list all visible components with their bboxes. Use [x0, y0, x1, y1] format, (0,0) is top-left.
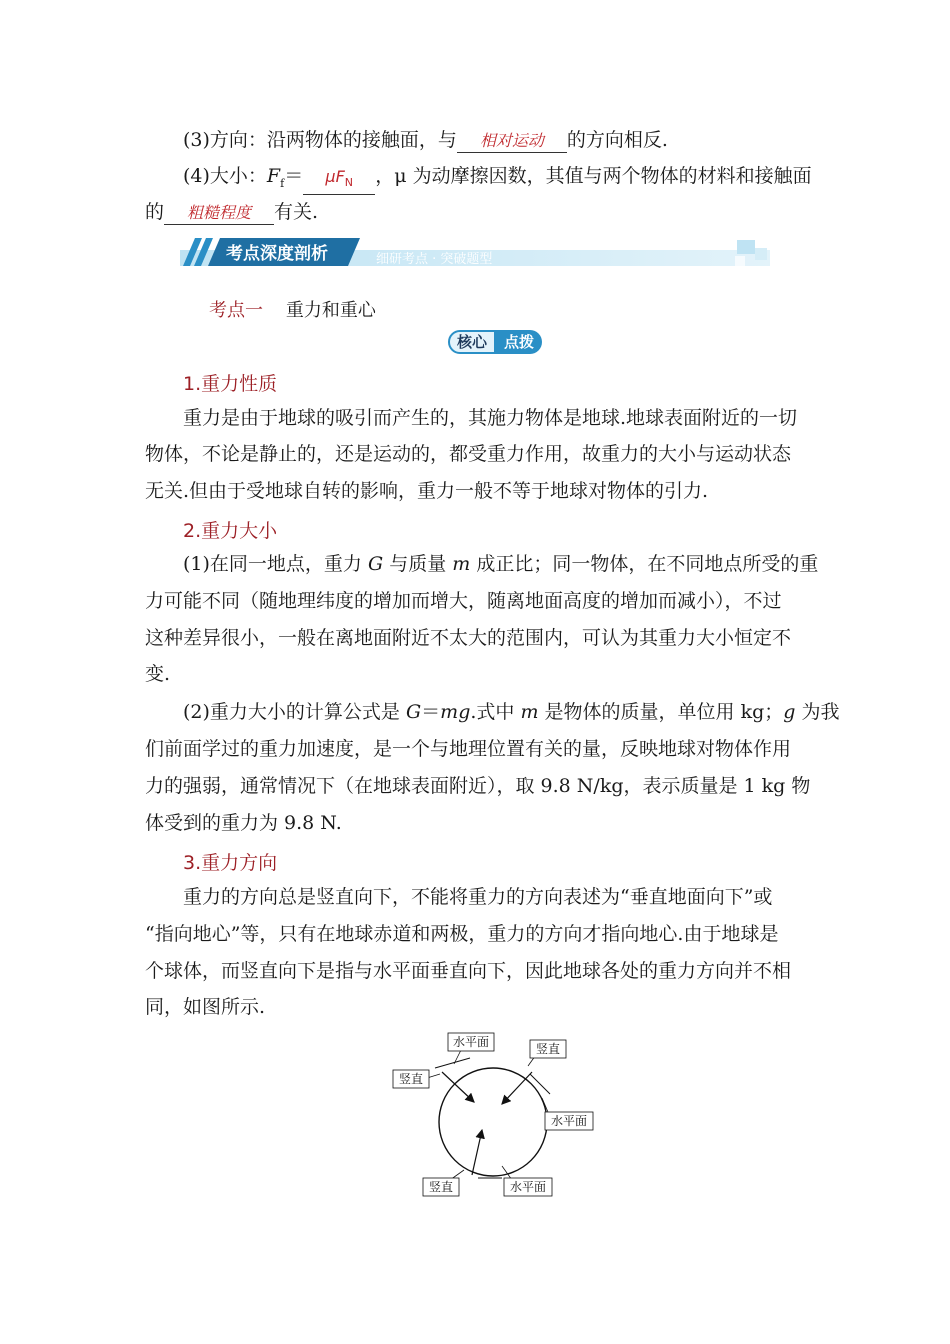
section-2-line: 力可能不同（随地理纬度的增加而增大，随离地面高度的增加而减小），不过 [145, 590, 782, 612]
topic-name: 重力和重心 [285, 300, 376, 321]
symbol-m: m [520, 701, 539, 723]
section-3-line: 重力的方向总是竖直向下，不能将重力的方向表述为“垂直地面向下”或 [183, 886, 773, 908]
section-2-line: 们前面学过的重力加速度，是一个与地理位置有关的量，反映地球对物体作用 [145, 738, 792, 760]
core-badge-right: 点拨 [496, 330, 542, 354]
normal-force-symbol: F [335, 167, 345, 186]
section-banner [180, 236, 770, 270]
section-1-line: 无关.但由于受地球自转的影响，重力一般不等于地球对物体的引力. [145, 480, 709, 502]
section-3-title: 3.重力方向 [183, 852, 278, 874]
text-run: .式中 [470, 701, 521, 723]
vertical-arrow-right [502, 1072, 532, 1104]
formula-g: G [405, 701, 422, 723]
section-2-line: 力的强弱，通常情况下（在地球表面附近），取 9.8 N/kg，表示质量是 1 kg 物 [145, 775, 811, 797]
gravity-direction-diagram [390, 1030, 600, 1200]
vertical-arrow-left [442, 1072, 474, 1102]
label-horizontal-bottom: 水平面 [509, 1180, 547, 1194]
label-horizontal-top: 水平面 [452, 1035, 490, 1049]
answer-blank-roughness: 粗糙程度 [164, 202, 274, 225]
label-horizontal-right: 水平面 [550, 1114, 588, 1128]
section-3-line: “指向地心”等，只有在地球赤道和两极，重力的方向才指向地心.由于地球是 [145, 923, 779, 945]
section-2-line: 变. [145, 663, 171, 685]
roughness-tail: 有关. [274, 201, 319, 223]
magnitude-text: (4)大小： [183, 165, 267, 187]
direction-tail: 的方向相反. [566, 129, 668, 151]
text-run: (2)重力大小的计算公式是 [183, 701, 406, 723]
magnitude-line [183, 164, 812, 196]
section-2-para-2 [183, 700, 839, 724]
label-vertical-right: 竖直 [535, 1042, 561, 1056]
equals-sign: ＝ [284, 165, 304, 187]
core-points-badge [448, 330, 542, 354]
symbol-g-accel: g [783, 701, 796, 723]
topic-heading [209, 296, 376, 322]
formula-eq: ＝ [421, 701, 441, 723]
text-run: 是物体的质量，单位用 kg； [538, 701, 784, 723]
section-3-line: 同，如图所示. [145, 996, 266, 1018]
text-run: 为我 [795, 701, 840, 723]
roughness-text: 的 [145, 201, 165, 223]
answer-blank-mu-fn [303, 166, 375, 195]
symbol-m: m [452, 553, 471, 575]
section-3-line: 个球体，而竖直向下是指与水平面垂直向下，因此地球各处的重力方向并不相 [145, 960, 792, 982]
friction-symbol: F [266, 165, 281, 187]
horizontal-plane-right [530, 1074, 550, 1094]
text-run: (1)在同一地点，重力 [183, 553, 368, 575]
direction-line [183, 128, 668, 153]
friction-subscript: f [280, 176, 285, 190]
text-run: 成正比；同一物体，在不同地点所受的重 [470, 553, 819, 575]
banner-subtitle: 细研考点 · 突破题型 [376, 252, 493, 267]
magnitude-tail: ，μ 为动摩擦因数，其值与两个物体的材料和接触面 [375, 165, 812, 187]
section-1-title: 1.重力性质 [183, 373, 278, 395]
label-vertical-bottom: 竖直 [428, 1180, 454, 1194]
banner-title: 考点深度剖析 [226, 244, 328, 264]
section-2-line: 体受到的重力为 9.8 N. [145, 812, 342, 834]
section-2-line: 这种差异很小，一般在离地面附近不太大的范围内，可认为其重力大小恒定不 [145, 627, 792, 649]
vertical-arrow-bottom [472, 1130, 482, 1175]
symbol-g: G [367, 553, 384, 575]
horizontal-plane-top [435, 1058, 470, 1068]
section-1-line: 重力是由于地球的吸引而产生的，其施力物体是地球.地球表面附近的一切 [183, 407, 798, 429]
section-1-line: 物体，不论是静止的，还是运动的，都受重力作用，故重力的大小与运动状态 [145, 443, 792, 465]
formula-mg: mg [440, 701, 471, 723]
normal-force-subscript: N [344, 176, 354, 190]
text-run: 与质量 [383, 553, 453, 575]
section-2-para-1 [183, 552, 818, 576]
answer-blank-relative-motion: 相对运动 [457, 130, 567, 153]
mu-symbol: μ [325, 167, 336, 186]
section-2-title: 2.重力大小 [183, 520, 278, 542]
direction-text: (3)方向：沿两物体的接触面，与 [183, 129, 457, 151]
roughness-line [145, 200, 318, 225]
core-badge-left: 核心 [448, 330, 496, 354]
topic-number: 考点一 [209, 300, 263, 321]
label-vertical-left: 竖直 [398, 1072, 424, 1086]
